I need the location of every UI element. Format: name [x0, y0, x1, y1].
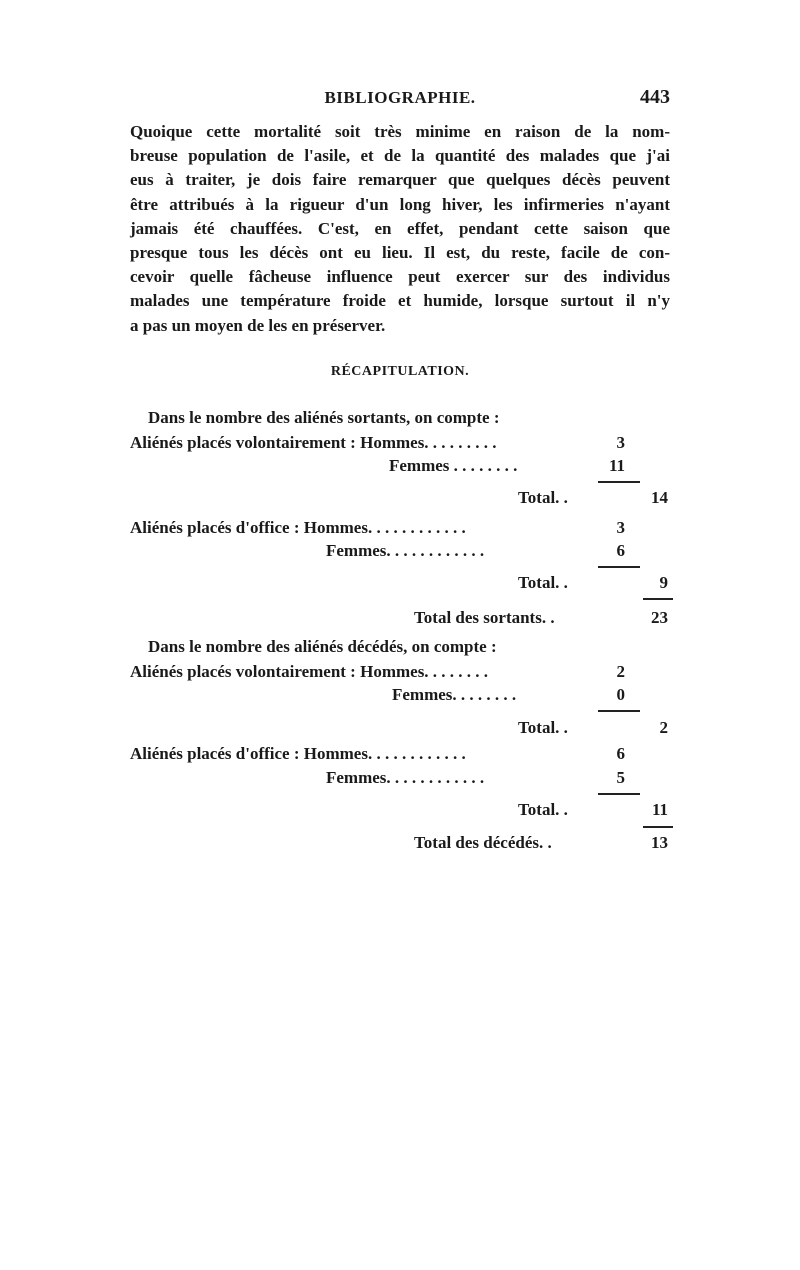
decedes-off-femmes-label: Femmes. . . . . . . . . . . .: [326, 768, 485, 787]
sortants-intro: Dans le nombre des aliénés sortants, on compte :: [148, 408, 500, 427]
decedes-vol-total: 2: [659, 718, 668, 737]
sortants-vol-femmes: 11: [608, 456, 625, 475]
sortants-vol-label: Aliénés placés volontairement : Hommes. . . . . . . . .: [130, 433, 497, 452]
sum-rule: [643, 826, 673, 828]
sortants-off-total-label: Total. .: [518, 573, 568, 592]
decedes-off-total-label: Total. .: [518, 800, 568, 819]
sortants-vol-femmes-label: Femmes . . . . . . . .: [389, 456, 518, 475]
sortants-grand-total-label: Total des sortants. .: [414, 608, 555, 627]
sortants-vol-total: 14: [651, 488, 668, 507]
paragraph-line: malades une température froide et humide, lorsque surtout il n'y: [130, 291, 670, 311]
page-number: 443: [640, 86, 670, 108]
decedes-vol-total-label: Total. .: [518, 718, 568, 737]
sortants-vol-hommes: 3: [616, 433, 625, 452]
sortants-vol-total-label: Total. .: [518, 488, 568, 507]
decedes-off-label: Aliénés placés d'office : Hommes. . . . . . . . . . . .: [130, 744, 466, 763]
sum-rule: [598, 793, 640, 795]
sum-rule: [598, 566, 640, 568]
body-paragraph: [130, 120, 670, 338]
decedes-grand-total-label: Total des décédés. .: [414, 833, 552, 852]
paragraph-line: Quoique cette mortalité soit très minime en raison de la nom-: [130, 122, 670, 141]
paragraph-line: eus à traiter, je dois faire remarquer que quelques décès peuvent: [130, 170, 670, 190]
section-title: RÉCAPITULATION.: [330, 364, 470, 379]
sortants-off-hommes: 3: [616, 518, 625, 537]
sum-rule: [643, 598, 673, 600]
sortants-off-femmes: 6: [616, 541, 625, 560]
paragraph-line: être attribués à la rigueur d'un long hiver, les infirmeries n'ayant: [130, 194, 670, 214]
decedes-intro: Dans le nombre des aliénés décédés, on compte :: [148, 637, 497, 656]
paragraph-line: jamais été chauffées. C'est, en effet, pendant cette saison que: [130, 218, 670, 238]
running-header: BIBLIOGRAPHIE.: [324, 88, 476, 107]
sortants-grand-total: 23: [651, 608, 668, 627]
sum-rule: [598, 481, 640, 483]
sortants-off-total: 9: [659, 573, 668, 592]
decedes-vol-hommes: 2: [616, 662, 625, 681]
decedes-vol-femmes-label: Femmes. . . . . . . .: [392, 685, 517, 704]
paragraph-line: cevoir quelle fâcheuse influence peut exercer sur des individus: [130, 267, 670, 287]
decedes-off-femmes: 5: [616, 768, 625, 787]
sortants-off-femmes-label: Femmes. . . . . . . . . . . .: [326, 541, 485, 560]
decedes-grand-total: 13: [651, 833, 668, 852]
sortants-off-label: Aliénés placés d'office : Hommes. . . . . . . . . . . .: [130, 518, 466, 537]
sum-rule: [598, 710, 640, 712]
decedes-off-hommes: 6: [616, 744, 625, 763]
paragraph-line: a pas un moyen de les en préserver.: [130, 315, 386, 335]
decedes-vol-label: Aliénés placés volontairement : Hommes. . . . . . . .: [130, 662, 489, 681]
decedes-off-total: 11: [651, 800, 668, 819]
paragraph-line: presque tous les décès ont eu lieu. Il est, du reste, facile de con-: [130, 243, 670, 263]
decedes-vol-femmes: 0: [616, 685, 625, 704]
paragraph-line: breuse population de l'asile, et de la quantité des malades que j'ai: [130, 146, 670, 166]
